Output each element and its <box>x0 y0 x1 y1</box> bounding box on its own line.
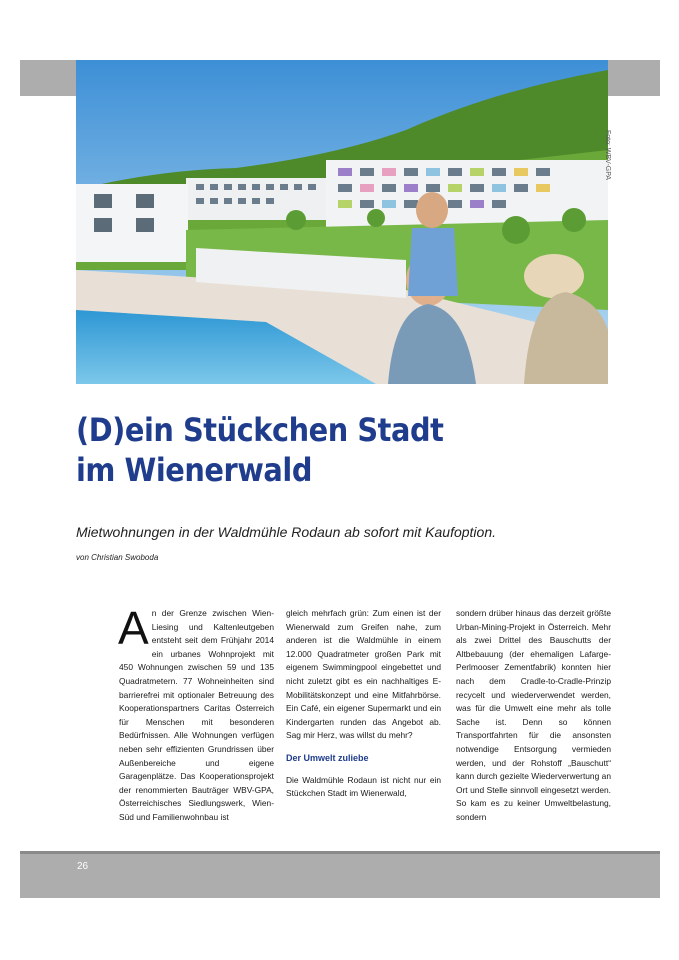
hero-photo <box>76 60 608 384</box>
article-column-2 <box>286 607 441 801</box>
column-2-text-2: Die Waldmühle Rodaun ist nicht nur ein Stückchen Stadt im Wienerwald, <box>286 774 441 799</box>
article-title-line-2: im Wienerwald <box>76 451 312 489</box>
section-heading: Der Umwelt zuliebe <box>286 752 369 763</box>
paragraph <box>118 602 274 825</box>
footer-bar <box>20 854 660 898</box>
article-title <box>76 410 443 490</box>
page-number: 26 <box>77 861 89 872</box>
header-bar-left <box>20 60 76 96</box>
column-3-text: sondern drüber hinaus das derzeit größte Urban-Mining-Projekt in Österreich. Mehr als zwei Drittel des Bauschutts der Altbebauung (der ehemaligen Lafarge-Perlmooser Zementfabrik) konnten hier nach dem Cradle-to-Cradle-Prinzip recycelt und wiederverwendet werden, was für die Umwelt eine mehr als tolle Sache ist. Denn so können Transportfahrten für die ansonsten notwendige Entsorgung vermieden werden, und der Rohstoff „Bauschutt“ kann durch gezielte Wiederverwertung an Ort und Stelle sinnvoll eingesetzt werden. So kam es zu keiner Umweltbelastung, sondern <box>456 608 611 822</box>
article-subtitle: Mietwohnungen in der Waldmühle Rodaun ab sofort mit Kaufoption. <box>76 524 496 540</box>
column-2-text-1: gleich mehrfach grün: Zum einen ist der Wienerwald zum Greifen nahe, zum anderen ist die Waldmühle in einem 12.000 Quadratmeter großen Park mit eigenem Swimmingpool eingebettet und nicht zuletzt gibt es ein nachhaltiges E-Mobilitätskonzept und eine Mitfahrbörse. Ein Café, ein eigener Supermarkt und ein Kindergarten runden das Angebot ab. Sag mir Herz, was willst du mehr? <box>286 608 441 741</box>
header-bar-right <box>608 60 660 96</box>
column-1-text: n der Grenze zwischen Wien-Liesing und Kaltenleutgeben entsteht seit dem Frühjahr 2014 ein urbanes Wohnprojekt mit 450 Wohnungen zwischen 59 und 135 Quadratmetern. 77 Wohneinheiten sind barrierefrei mit optionaler Betreuung des Kooperationspartners Caritas Österreich für Menschen mit besonderen Bedürfnissen. Alle Wohnungen verfügen neben sehr effizienten Grundrissen über Außenbereiche und eigene Garagenplätze. Das Kooperationsprojekt der renommierten Bauträger WBV-GPA, Österreichisches Siedlungswerk, Wien-Süd und Familienwohnbau ist <box>119 608 274 822</box>
article-column-3 <box>456 607 611 825</box>
drop-cap: A <box>118 602 149 654</box>
photo-credit: Foto: WBV-GPA <box>604 130 611 181</box>
article-title-line-1: (D)ein Stückchen Stadt <box>76 411 444 449</box>
article-byline: von Christian Swoboda <box>76 553 159 562</box>
article-column-1 <box>118 602 274 825</box>
